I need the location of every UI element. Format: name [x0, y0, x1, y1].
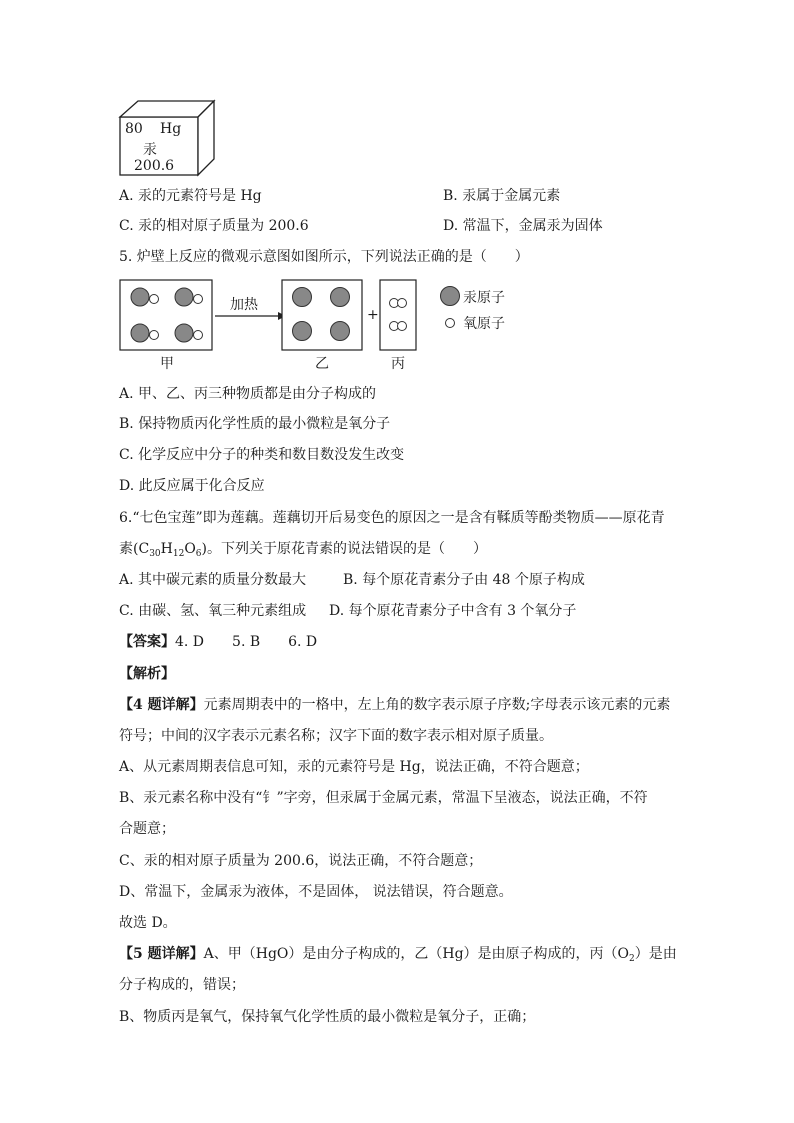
o-atom — [398, 299, 407, 308]
q4-option-d: D. 常温下，金属汞为固体 — [443, 218, 603, 234]
legend-o-label: 氧原子 — [463, 316, 505, 332]
q6-option-c: C. 由碳、氢、氧三种元素组成 — [119, 603, 307, 619]
answer-text: 4. D 5. B 6. D — [175, 634, 318, 650]
hg-atom — [293, 322, 312, 341]
q4-detail-line3: A、从元素周期表信息可知，汞的元素符号是 Hg，说法正确，不符合题意； — [119, 759, 589, 775]
q5-detail-line3: B、物质丙是氧气，保持氧气化学性质的最小微粒是氧分子，正确； — [119, 1009, 536, 1025]
q6-option-d: D. 每个原花青素分子中含有 3 个氧分子 — [329, 603, 577, 619]
o-atom — [194, 331, 203, 340]
q5-option-c: C. 化学反应中分子的种类和数目数没发生改变 — [119, 447, 405, 463]
hg-atom — [331, 288, 350, 307]
q5-detail-line1: 【5 题详解】A、甲（HgO）是由分子构成的，乙（Hg）是由原子构成的，丙$(O_2)$是由 — [119, 946, 677, 964]
hg-atom — [331, 322, 350, 341]
element-symbol: Hg — [160, 121, 182, 137]
q4-detail-label: 【4 题详解】 — [119, 697, 204, 713]
product-box-o2 — [380, 280, 416, 350]
hg-atom — [131, 324, 149, 342]
product-box-hg — [282, 280, 362, 350]
o-atom — [150, 331, 159, 340]
plus-sign: + — [367, 307, 379, 323]
o-atom — [150, 295, 159, 304]
hg-atom — [293, 288, 312, 307]
q5-option-a: A. 甲、乙、丙三种物质都是由分子构成的 — [119, 386, 377, 402]
q5-stem: 5. 炉壁上反应的微观示意图如图所示，下列说法正确的是（ ） — [119, 249, 529, 265]
q5-detail-line2: 分子构成的，错误； — [119, 977, 245, 993]
hg-atom — [175, 288, 193, 306]
q4-option-c: C. 汞的相对原子质量为 200.6 — [119, 218, 309, 234]
q4-detail-line4: B、汞元素名称中没有“钅”字旁，但汞属于金属元素，常温下呈液态，说法正确，不符 — [119, 790, 648, 806]
q6-option-a: A. 其中碳元素的质量分数最大 — [119, 572, 307, 588]
element-name: 汞 — [143, 142, 157, 158]
legend-o-icon — [446, 319, 455, 328]
o-atom — [194, 295, 203, 304]
element-number: 80 — [125, 121, 143, 137]
q6-option-b: B. 每个原花青素分子由 48 个原子构成 — [343, 572, 585, 588]
box-label-yi: 乙 — [315, 356, 329, 372]
q5-detail-label: 【5 题详解】 — [119, 946, 204, 962]
q4-detail-line6: C、汞的相对原子质量为 200.6，说法正确，不符合题意； — [119, 853, 483, 869]
q5-option-b: B. 保持物质丙化学性质的最小微粒是氧分子 — [119, 416, 391, 432]
q4-detail-line5: 合题意； — [119, 821, 175, 837]
element-mass: 200.6 — [134, 158, 175, 174]
hg-atom — [175, 324, 193, 342]
q6-stem-line1: 6.“七色宝莲”即为莲藕。莲藕切开后易变色的原因之一是含有鞣质等酚类物质——原花青 — [119, 510, 665, 526]
q5-option-d: D. 此反应属于化合反应 — [119, 478, 265, 494]
o-atom — [398, 322, 407, 331]
box-label-bing: 丙 — [391, 356, 405, 372]
box-label-jia: 甲 — [160, 356, 174, 372]
answer-row — [119, 632, 317, 652]
q6-stem-line2: 素$(C_{30}H_{12}O_6)$。下列关于原花青素的说法错误的是（ ） — [119, 541, 487, 559]
hg-atom — [131, 288, 149, 306]
q4-detail-line8: 故选 D。 — [119, 915, 177, 931]
answer-label: 【答案】 — [119, 634, 175, 650]
q4-option-b: B. 汞属于金属元素 — [443, 188, 561, 204]
q4-detail-line7: D、常温下，金属汞为液体，不是固体， 说法错误，符合题意。 — [119, 884, 513, 900]
legend-hg-icon — [441, 287, 460, 306]
analysis-label: 【解析】 — [119, 666, 175, 682]
legend-hg-label: 汞原子 — [463, 290, 505, 306]
q4-detail-line1: 【4 题详解】元素周期表中的一格中，左上角的数字表示原子序数;字母表示该元素的元素 — [119, 697, 671, 713]
q4-detail-line2: 符号；中间的汉字表示元素名称；汉字下面的数字表示相对原子质量。 — [119, 728, 553, 744]
arrow-label: 加热 — [230, 297, 258, 313]
q4-option-a: A. 汞的元素符号是 Hg — [119, 188, 262, 204]
